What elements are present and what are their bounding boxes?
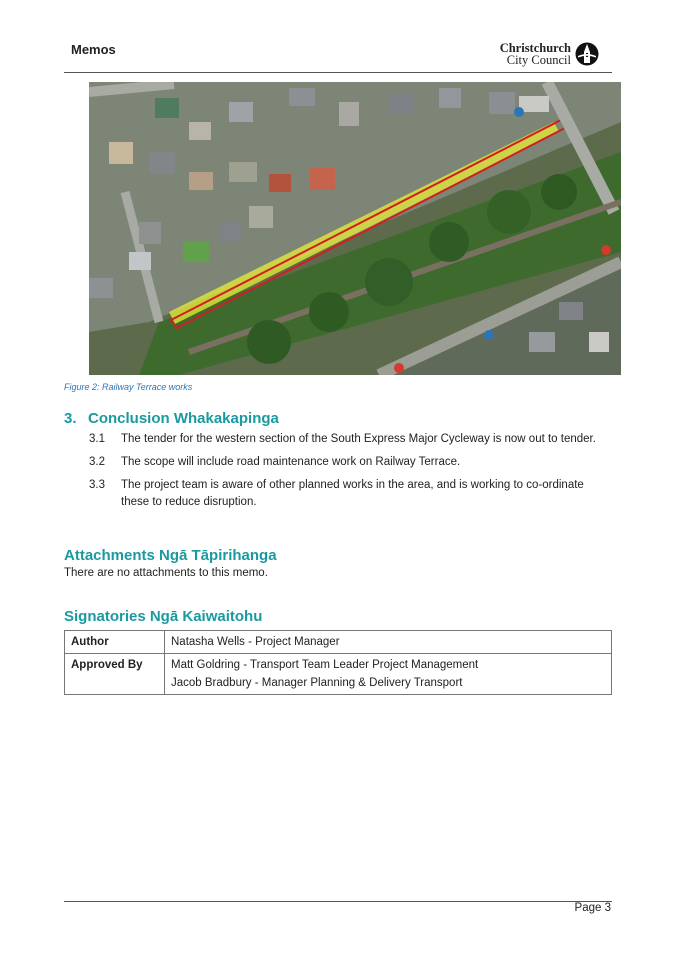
conclusion-title: Conclusion Whakakapinga xyxy=(88,410,279,427)
aerial-map-image xyxy=(89,82,621,375)
cathedral-icon xyxy=(575,42,599,66)
attachments-heading: Attachments Ngā Tāpirihanga xyxy=(64,547,277,564)
signatories-table xyxy=(64,630,612,695)
item-number: 3.3 xyxy=(89,479,105,491)
page-number: Page 3 xyxy=(574,902,611,914)
item-number: 3.1 xyxy=(89,433,105,445)
item-text: The scope will include road maintenance work on Railway Terrace. xyxy=(121,456,461,468)
approver: Jacob Bradbury - Manager Planning & Delivery Transport xyxy=(171,677,463,689)
signatories-heading: Signatories Ngā Kaiwaitohu xyxy=(64,608,263,625)
logo-line-2: City Council xyxy=(506,53,571,67)
header-rule xyxy=(64,72,612,73)
approver: Matt Goldring - Transport Team Leader Project Management xyxy=(171,659,479,671)
aerial-map xyxy=(89,82,621,375)
table-row xyxy=(65,631,612,654)
author-value: Natasha Wells - Project Manager xyxy=(165,631,612,654)
footer-rule xyxy=(64,901,612,902)
council-logo xyxy=(497,42,599,68)
figure-caption: Figure 2: Railway Terrace works xyxy=(64,382,193,392)
item-text: The tender for the western section of the South Express Major Cycleway is now out to tender. xyxy=(121,433,596,445)
author-label: Author xyxy=(65,631,165,654)
logo-line-1: Christchurch xyxy=(499,41,571,55)
conclusion-number: 3. xyxy=(64,410,77,427)
table-row xyxy=(65,654,612,695)
attachments-text: There are no attachments to this memo. xyxy=(64,567,268,579)
approved-by-label: Approved By xyxy=(65,654,165,695)
item-text: The project team is aware of other planned works in the area, and is working to co-ordinate these to reduce disruption. xyxy=(121,479,584,508)
conclusion-heading xyxy=(64,410,279,427)
header-title: Memos xyxy=(71,42,116,57)
item-number: 3.2 xyxy=(89,456,105,468)
approved-by-values xyxy=(165,654,612,695)
